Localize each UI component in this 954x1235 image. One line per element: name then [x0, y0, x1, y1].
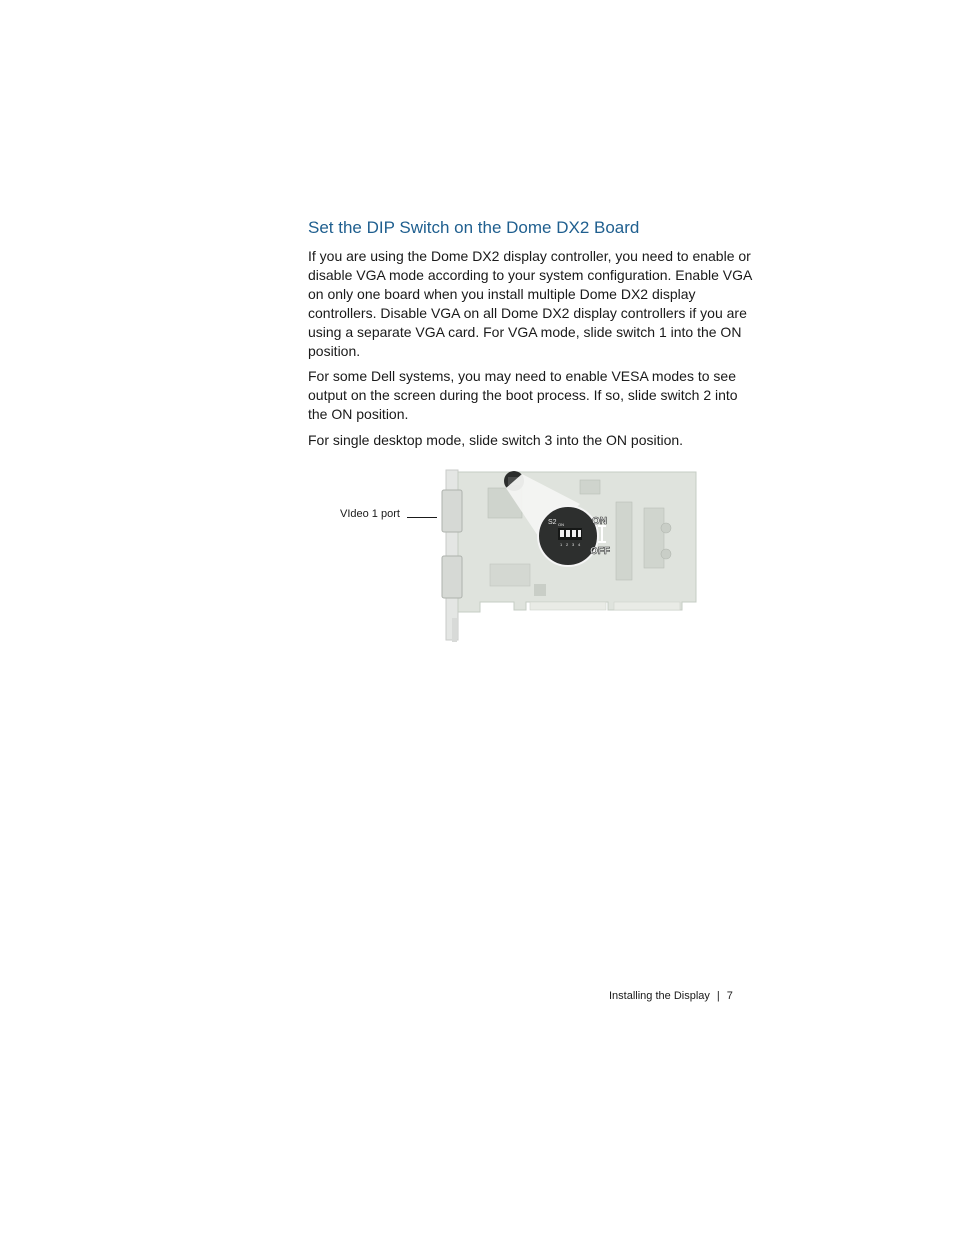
switch-number-2: 2 [566, 542, 569, 547]
switch-toggle-2 [566, 530, 570, 537]
chip [490, 564, 530, 586]
paragraph-single-desktop: For single desktop mode, slide switch 3 into the ON position. [308, 432, 684, 448]
board-illustration [430, 468, 700, 644]
switch-toggle-4 [578, 530, 581, 537]
page-footer [609, 990, 733, 1002]
section-heading: Set the DIP Switch on the Dome DX2 Board [308, 218, 640, 237]
memory-strip [616, 502, 632, 580]
page-number: 7 [726, 990, 733, 1002]
off-label: OFF [590, 546, 610, 557]
switch-toggle-1 [560, 530, 564, 537]
dome-dx2-board-figure [430, 468, 700, 644]
on-label: ON [592, 516, 607, 527]
video-port-callout-label: VIdeo 1 port [340, 508, 400, 520]
switch-number-1: 1 [560, 542, 563, 547]
memory-strip [644, 508, 664, 568]
pci-connector-right [614, 602, 680, 610]
footer-separator: | [716, 990, 720, 1002]
switch-number-4: 4 [578, 542, 581, 547]
video-2-port [442, 556, 462, 598]
switch-number-3: 3 [572, 542, 575, 547]
video-1-port [442, 490, 462, 532]
footer-section-title: Installing the Display [609, 990, 710, 1002]
component [534, 584, 546, 596]
switch-id-label: S2 [548, 519, 557, 526]
switch-toggle-3 [572, 530, 576, 537]
switch-on-mark: ON [558, 522, 564, 527]
bracket-tab [452, 618, 457, 642]
capacitor [661, 549, 671, 559]
paragraph-vga-mode: If you are using the Dome DX2 display controller, you need to enable or disable VGA mode according to your system configuration. Enable VGA on only one board when you install multiple Dome DX2 display controllers. Disable VGA on all Dome DX2 display controllers if you are using a separate VGA card. For VGA mode, slide switch 1 into the ON position. [308, 248, 752, 359]
chip [580, 480, 600, 494]
paragraph-vesa-mode: For some Dell systems, you may need to enable VESA modes to see output on the screen during the boot process. If so, slide switch 2 into the ON position. [308, 368, 738, 422]
capacitor [661, 523, 671, 533]
pci-connector [530, 602, 606, 610]
